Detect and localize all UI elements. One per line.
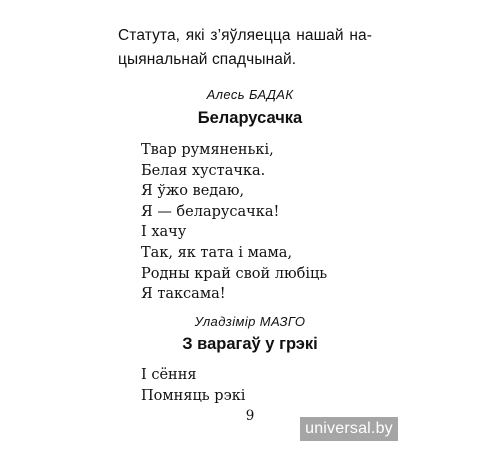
poem-stanza bbox=[141, 365, 245, 406]
poem-line: Я — беларусачка! bbox=[141, 203, 280, 220]
poem-title: Беларусачка bbox=[197, 109, 303, 127]
poem-author: Алесь БАДАК bbox=[206, 87, 294, 102]
prose-line: цыянальнай спадчынай. bbox=[118, 51, 297, 68]
poem-line: Я таксама! bbox=[141, 286, 226, 303]
poem-stanza bbox=[141, 140, 327, 305]
poem-line: Белая хустачка. bbox=[141, 162, 266, 179]
poem-line: І сёння bbox=[141, 367, 197, 383]
poem-title: З варагаў у грэкі bbox=[182, 335, 318, 353]
prose-fragment bbox=[118, 24, 372, 72]
poem-line: Я ўжо ведаю, bbox=[141, 183, 245, 200]
poem-author: Уладзімір МАЗГО bbox=[194, 314, 306, 329]
page-number: 9 bbox=[245, 408, 255, 424]
watermark-badge: universal.by bbox=[300, 417, 398, 441]
prose-line: Статута, які з’яўляецца нашай на- bbox=[118, 27, 372, 44]
poem-line: Родны край свой любіць bbox=[141, 265, 328, 282]
poem-line: І хачу bbox=[141, 224, 187, 241]
poem-line: Так, як тата і мама, bbox=[141, 244, 293, 261]
poem-line: Помняць рэкі bbox=[141, 387, 246, 404]
poem-line: Твар румяненькі, bbox=[141, 142, 274, 158]
